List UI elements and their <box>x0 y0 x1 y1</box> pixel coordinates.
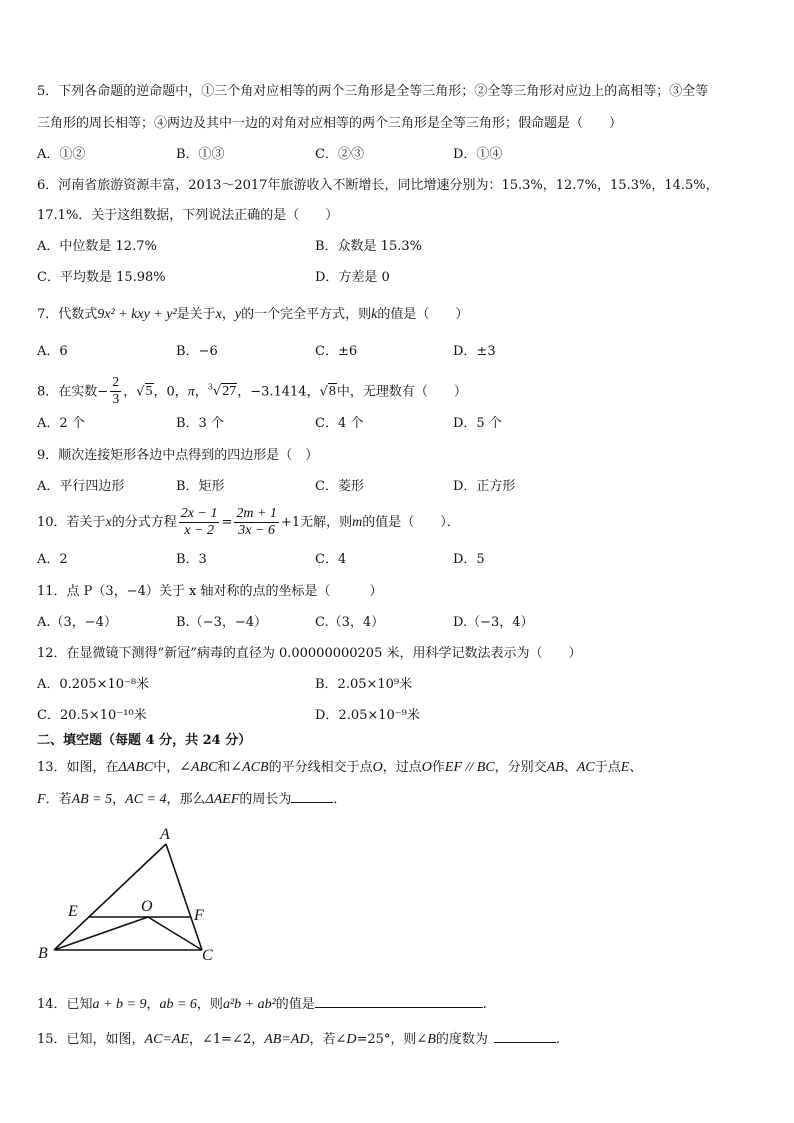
fig-label-o: O <box>141 898 153 915</box>
q7-option-b: B．−6 <box>176 344 218 359</box>
q10-f2-den: 3x − 6 <box>238 523 275 538</box>
q13-ac4: AC = 4 <box>125 792 167 807</box>
q13-point-o2: O <box>421 760 432 775</box>
q14-stem <box>37 995 487 1014</box>
q15-t8: 的度数为 <box>435 1032 488 1047</box>
q8-frac-den: 3 <box>112 392 120 408</box>
q6-option-a: A．中位数是 12.7% <box>37 239 157 254</box>
q8-pi: π <box>187 384 195 400</box>
q5-line1: 5．下列各命题的逆命题中，①三个角对应相等的两个三角形是全等三角形；②全等三角形对应边上的高相等；③全等 <box>37 84 709 99</box>
q13-tri: ΔABC <box>118 760 154 775</box>
q9-option-c: C．菱形 <box>315 479 364 494</box>
q13-aef: ΔAEF <box>205 792 240 807</box>
q10-option-a: A．2 <box>37 552 68 567</box>
q10-f2-num: 2m + 1 <box>236 506 277 521</box>
q13-line2 <box>37 790 346 809</box>
q8-suffix: 中，无理数有（ ） <box>336 384 467 400</box>
q13-point-o: O <box>372 760 383 775</box>
q10-suffix: 的值是（ ）． <box>362 515 460 530</box>
q13-l1h: 、 <box>563 760 577 775</box>
q12-option-a: A．0.205×10⁻⁸米 <box>37 677 150 692</box>
q15-answer-blank[interactable] <box>494 1030 556 1043</box>
q10-option-c: C．4 <box>315 552 347 567</box>
q10-var-m: m <box>352 515 363 530</box>
q10-mid2: 无解，则 <box>300 515 353 530</box>
q6-option-c: C．平均数是 15.98% <box>37 270 166 285</box>
q13-point-e: E <box>620 760 630 775</box>
q6-option-b: B．众数是 15.3% <box>315 239 422 254</box>
q15-prefix: 15．已知，如图， <box>37 1032 145 1047</box>
q9-option-d: D．正方形 <box>453 479 516 494</box>
q8-sqrt5: √5 <box>136 384 153 400</box>
q14-suffix: 的值是 <box>275 997 315 1012</box>
q13-ang2: ∠ACB <box>230 760 269 775</box>
triangle-figure <box>30 820 230 970</box>
q5-option-c: C．②③ <box>315 147 364 162</box>
q10-equals: = <box>221 515 233 530</box>
q10-f1-den: x − 2 <box>184 523 214 538</box>
q13-l2e: ． <box>333 792 347 807</box>
q13-line1 <box>37 759 642 777</box>
q7-suffix1: 的一个完全平方式，则 <box>241 307 372 322</box>
q12-option-b: B．2.05×10⁹米 <box>315 677 413 692</box>
q15-stem <box>37 1030 560 1049</box>
q10-prefix: 10．若关于 <box>37 515 106 530</box>
q5-option-a: A．①② <box>37 147 86 162</box>
q7-comma: ， <box>221 307 235 322</box>
q13-l1g: ，分别交 <box>494 760 547 775</box>
q13-l1e: ，过点 <box>382 760 422 775</box>
q7-var-y: y <box>234 307 242 322</box>
q11-option-c: C.（3，4） <box>315 615 385 630</box>
q8-rest1: ，0， <box>153 384 188 400</box>
q14-expr1: a + b = 9 <box>92 997 147 1012</box>
q10-option-b: B．3 <box>176 552 207 567</box>
q5-line2: 三角形的周长相等；④两边及其中一边的对角对应相等的两个三角形是全等三角形；假命题是（ ） <box>37 116 623 131</box>
q11-stem: 11．点 P（3，−4）关于 x 轴对称的点的坐标是（ ） <box>37 584 383 599</box>
q10-mid: 的分式方程 <box>111 515 177 530</box>
fig-side-ac <box>166 844 202 950</box>
q13-ab5: AB = 5 <box>71 792 113 807</box>
q8-rest2: ，−3.1414， <box>237 384 320 400</box>
q14-expr3: a²b + ab² <box>222 997 276 1012</box>
q13-l1b: 中， <box>153 760 180 775</box>
q8-option-b: B．3 个 <box>176 416 224 431</box>
q12-option-c: C．20.5×10⁻¹⁰米 <box>37 708 147 723</box>
q10-f1-num: 2x − 1 <box>180 506 218 521</box>
q10-fraction-right <box>234 506 279 539</box>
q13-l2d: 的周长为 <box>239 792 292 807</box>
q13-l1f: 作 <box>431 760 445 775</box>
fig-label-b: B <box>38 945 48 962</box>
q7-prefix: 7．代数式 <box>37 307 98 322</box>
q7-var-k: k <box>371 307 378 322</box>
q15-t2: ，∠1=∠2， <box>189 1032 265 1047</box>
q9-stem: 9．顺次连接矩形各边中点得到的四边形是（ ） <box>37 448 319 463</box>
q13-l1d: 的平分线相交于点 <box>268 760 373 775</box>
q8-sep1: ， <box>123 384 137 400</box>
q12-option-d: D．2.05×10⁻⁹米 <box>315 708 420 723</box>
q8-neg: − <box>97 384 109 400</box>
q8-cbrt-index: 3 <box>207 383 213 392</box>
q5-option-d: D．①④ <box>453 147 503 162</box>
q8-option-c: C．4 个 <box>315 416 364 431</box>
q8-option-a: A．2 个 <box>37 416 85 431</box>
q14-sep: ， <box>146 997 160 1012</box>
fig-label-a: A <box>160 826 170 843</box>
q15-t7: B <box>427 1032 436 1047</box>
q7-stem <box>37 306 468 324</box>
q7-option-d: D．±3 <box>453 344 496 359</box>
q13-l2a: ．若 <box>45 792 72 807</box>
q14-end: . <box>482 997 487 1012</box>
q7-option-a: A．6 <box>37 344 68 359</box>
q8-stem <box>37 370 467 410</box>
q7-option-c: C．±6 <box>315 344 358 359</box>
q7-suffix2: 的值是（ ） <box>377 307 469 322</box>
q11-option-a: A.（3，−4） <box>37 615 117 630</box>
q8-sqrt8: √8 <box>319 384 336 400</box>
q13-l1a: 13．如图，在 <box>37 760 119 775</box>
q6-option-d: D．方差是 0 <box>315 270 390 285</box>
q8-prefix: 8．在实数 <box>37 384 98 400</box>
q8-sep2: ， <box>194 384 208 400</box>
q14-answer-blank[interactable] <box>315 995 483 1008</box>
q13-l1j: 、 <box>629 760 643 775</box>
q14-expr2: ab = 6 <box>159 997 197 1012</box>
fig-segment-bo <box>54 917 148 950</box>
q6-line2: 17.1%．关于这组数据，下列说法正确的是（ ） <box>37 208 339 223</box>
q8-cbrt-radicand: 27 <box>222 384 237 400</box>
q7-mid: 是关于 <box>176 307 216 322</box>
q5-option-b: B．①③ <box>176 147 225 162</box>
q12-stem: 12．在显微镜下测得“新冠”病毒的直径为 0.00000000205 米，用科学记数法表示为（ ） <box>37 646 582 661</box>
q10-var-x: x <box>105 515 112 530</box>
q14-prefix: 14．已知 <box>37 997 93 1012</box>
q13-l2b: ， <box>112 792 126 807</box>
q11-option-d: D.（−3，4） <box>453 615 534 630</box>
q9-option-b: B．矩形 <box>176 479 225 494</box>
q13-ang1: ∠ABC <box>179 760 218 775</box>
q15-t3: AB=AD <box>264 1032 310 1047</box>
q13-parallel: EF // BC <box>444 760 495 775</box>
q15-t1: AC=AE <box>144 1032 189 1047</box>
q10-fraction-left <box>179 506 220 539</box>
q13-l1i: 于点 <box>594 760 621 775</box>
q6-line1: 6．河南省旅游资源丰富，2013～2017年旅游收入不断增长，同比增速分别为：15.3%，12.7%，15.3%，14.5%， <box>37 178 719 193</box>
q13-seg-ab: AB <box>546 760 564 775</box>
fig-label-c: C <box>202 947 213 964</box>
q8-frac-num: 2 <box>112 375 120 391</box>
q7-expression: 9x² + kxy + y² <box>97 307 177 322</box>
q13-seg-ac: AC <box>576 760 595 775</box>
section-heading: 二、填空题（每题 4 分，共 24 分） <box>37 733 252 748</box>
q13-l2c: ，那么 <box>166 792 206 807</box>
q8-fraction <box>110 375 121 408</box>
q9-option-a: A．平行四边形 <box>37 479 125 494</box>
q10-stem <box>37 504 460 542</box>
q15-t4: ，若∠ <box>309 1032 347 1047</box>
q10-plus: +1 <box>280 515 301 530</box>
q8-sqrt5-radicand: 5 <box>145 384 153 400</box>
fig-label-e: E <box>68 903 78 920</box>
q7-var-x: x <box>215 307 222 322</box>
q11-option-b: B.（−3，−4） <box>176 615 268 630</box>
q13-answer-blank[interactable] <box>291 790 333 803</box>
q8-option-d: D．5 个 <box>453 416 502 431</box>
q13-l1c: 和 <box>217 760 231 775</box>
fig-label-f: F <box>194 907 204 924</box>
q14-mid: ，则 <box>196 997 223 1012</box>
q13-point-f: F <box>37 792 46 807</box>
q8-cbrt27: $^3$√27 <box>207 383 237 400</box>
fig-side-ba <box>54 844 166 950</box>
q15-t5: D <box>346 1032 357 1047</box>
q15-t6: =25°，则∠ <box>356 1032 428 1047</box>
q10-option-d: D．5 <box>453 552 485 567</box>
q8-sqrt8-radicand: 8 <box>328 384 336 400</box>
q15-end: . <box>555 1032 561 1047</box>
